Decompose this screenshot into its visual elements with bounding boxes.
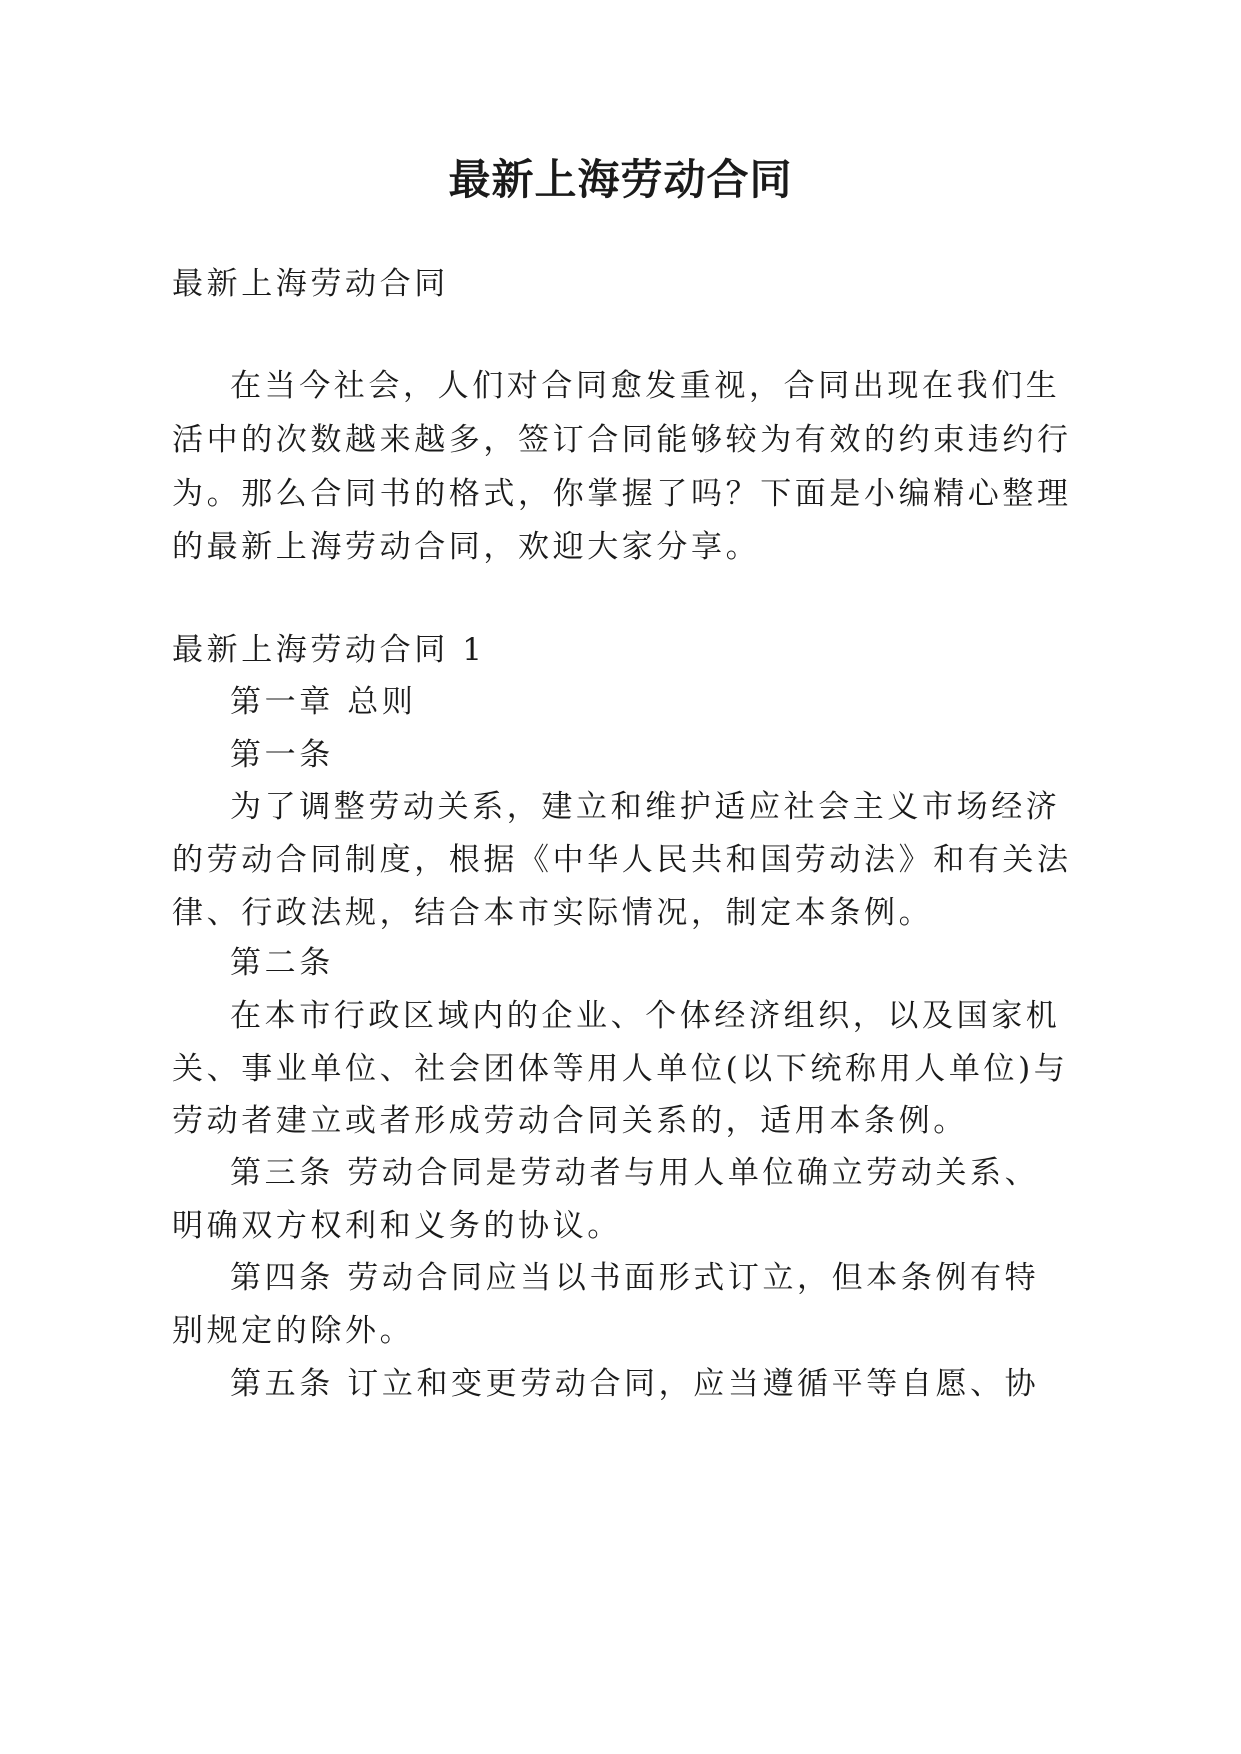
body-line: 的劳动合同制度，根据《中华人民共和国劳动法》和有关法 [172, 842, 1072, 878]
article-heading: 第一条 [230, 737, 334, 773]
body-line: 第四条 劳动合同应当以书面形式订立，但本条例有特 [230, 1260, 1040, 1296]
article-heading: 第二条 [230, 945, 334, 981]
document-title: 最新上海劳动合同 [448, 155, 793, 204]
document-subtitle: 最新上海劳动合同 [172, 266, 449, 302]
body-line: 别规定的除外。 [172, 1313, 415, 1349]
intro-line: 活中的次数越来越多，签订合同能够较为有效的约束违约行 [172, 422, 1072, 458]
intro-line: 的最新上海劳动合同，欢迎大家分享。 [172, 529, 761, 565]
body-line: 第五条 订立和变更劳动合同，应当遵循平等自愿、协 [230, 1366, 1040, 1402]
intro-line: 在当今社会，人们对合同愈发重视，合同出现在我们生 [230, 368, 1061, 404]
body-line: 劳动者建立或者形成劳动合同关系的，适用本条例。 [172, 1103, 968, 1139]
body-line: 为了调整劳动关系，建立和维护适应社会主义市场经济 [230, 789, 1061, 825]
body-line: 在本市行政区域内的企业、个体经济组织，以及国家机 [230, 998, 1061, 1034]
body-line: 关、事业单位、社会团体等用人单位(以下统称用人单位)与 [172, 1051, 1069, 1087]
body-line: 律、行政法规，结合本市实际情况，制定本条例。 [172, 895, 934, 931]
body-line: 明确双方权利和义务的协议。 [172, 1208, 622, 1244]
chapter-heading: 第一章 总则 [230, 684, 417, 720]
body-line: 第三条 劳动合同是劳动者与用人单位确立劳动关系、 [230, 1155, 1040, 1191]
section-heading: 最新上海劳动合同 1 [172, 632, 486, 668]
intro-line: 为。那么合同书的格式，你掌握了吗？下面是小编精心整理 [172, 476, 1072, 512]
